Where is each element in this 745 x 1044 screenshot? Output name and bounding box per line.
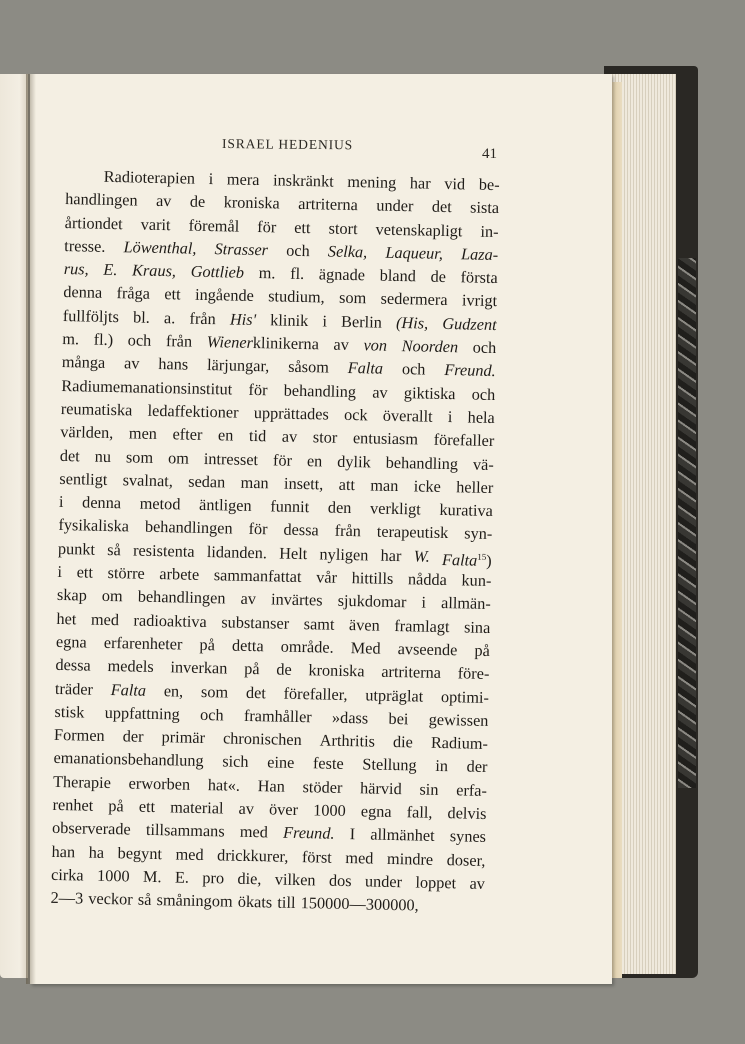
word: skap: [56, 585, 88, 605]
gutter-shadow: [26, 74, 36, 984]
word: av: [372, 382, 388, 402]
word: fråga: [116, 283, 151, 304]
word: Laqueur,: [385, 242, 444, 263]
word: behandlingen: [144, 517, 233, 539]
word: dos: [328, 870, 352, 891]
word-suffix: klinikerna: [252, 333, 320, 354]
word: ivrigt: [461, 290, 498, 311]
word: Han: [257, 775, 286, 796]
word: inskränkt: [272, 170, 334, 191]
word: som: [200, 681, 229, 702]
word: med: [90, 609, 120, 629]
word: stor: [312, 427, 338, 448]
word: stöder: [302, 776, 343, 797]
word: och: [401, 359, 426, 379]
word: ett: [76, 562, 94, 582]
word: vilken: [274, 869, 316, 890]
word: och: [472, 337, 497, 358]
word: Med: [350, 638, 381, 658]
word: material: [170, 797, 224, 818]
word: avseende: [397, 638, 458, 660]
word: detta: [231, 635, 264, 656]
word: cirka: [50, 864, 84, 885]
word: av: [123, 353, 140, 373]
word: på: [474, 640, 491, 660]
word: emanationsbehandlung: [53, 748, 204, 771]
word-group: [207, 330, 320, 356]
word: en: [217, 425, 234, 445]
word: Gottlieb: [190, 261, 245, 282]
word: av: [333, 334, 350, 355]
word: och: [471, 384, 496, 404]
word: på: [108, 796, 124, 816]
word: om: [167, 447, 190, 468]
word: kun-: [461, 570, 492, 591]
word: utpräglat: [365, 684, 424, 706]
word: chronischen: [222, 728, 302, 750]
word: in: [435, 756, 449, 776]
word: på: [199, 634, 216, 655]
word: denna: [63, 282, 103, 303]
word: bei: [388, 708, 409, 729]
word: artriterna: [381, 661, 442, 683]
word: sentligt: [59, 468, 108, 489]
word: tresse.: [64, 235, 106, 256]
word: Noorden: [401, 336, 459, 357]
word: av: [469, 873, 486, 893]
word: artriterna: [298, 194, 359, 215]
word: radioaktiva: [133, 610, 207, 631]
word: inverkan: [170, 657, 228, 678]
word: m.: [258, 263, 276, 283]
word: i: [447, 407, 453, 427]
word: hans: [158, 354, 189, 374]
word: primär: [161, 727, 206, 748]
word: Selka,: [327, 241, 368, 262]
word: doser,: [446, 849, 486, 870]
word: med: [175, 844, 204, 864]
word: årtiondet: [64, 212, 123, 233]
word: för: [248, 519, 268, 539]
word: loppet: [415, 872, 457, 893]
word: och: [199, 704, 224, 725]
word: metod: [139, 493, 181, 514]
word: syn-: [464, 523, 493, 544]
word: för: [248, 379, 268, 399]
word: entusiasm: [352, 428, 419, 449]
word: för: [257, 216, 277, 237]
word: Berlin: [340, 311, 383, 332]
word: av: [238, 798, 255, 819]
word: erworben: [128, 773, 191, 794]
word: insett,: [283, 473, 324, 494]
word: dessa: [283, 520, 319, 540]
word: ett: [164, 284, 181, 304]
word: större: [107, 563, 145, 583]
word: (His,: [395, 312, 429, 333]
word: Freund.: [282, 823, 335, 844]
word: stisk: [54, 701, 85, 722]
word: invärtes: [270, 589, 323, 610]
word: verkligt: [369, 498, 421, 519]
word: lidanden.: [206, 541, 268, 563]
word: föremål: [188, 215, 240, 236]
word-group: [442, 545, 492, 569]
word: fullföljts: [62, 305, 120, 326]
word: ha: [88, 842, 105, 862]
word: över: [268, 799, 299, 820]
word: delvis: [447, 803, 487, 823]
word: behandling: [283, 380, 357, 401]
word: sin: [419, 779, 439, 799]
word: som: [338, 288, 367, 308]
left-page: [0, 74, 28, 978]
word: vä-: [472, 454, 494, 474]
word: terapeutisk: [376, 522, 449, 543]
word: erfarenheter: [103, 632, 183, 654]
word: sjukdomar: [337, 591, 407, 612]
word: han: [51, 841, 76, 861]
word: ingående: [194, 285, 255, 306]
word: även: [348, 614, 380, 635]
word: den: [327, 497, 352, 518]
word: die: [392, 732, 414, 752]
word: sich: [222, 751, 249, 772]
word: i: [208, 168, 214, 189]
word: men: [128, 423, 158, 444]
word: så: [137, 889, 152, 910]
word: icke: [413, 476, 442, 496]
word: för: [272, 449, 293, 470]
word: såsom: [287, 357, 330, 377]
word: denna: [81, 492, 122, 513]
word: mera: [226, 169, 260, 190]
word: varit: [140, 214, 171, 234]
word: feste: [312, 753, 344, 774]
word: ägnade: [318, 264, 366, 285]
word: har: [380, 545, 402, 565]
word: till: [277, 892, 296, 913]
word: Freund.: [444, 360, 496, 381]
word: ett: [294, 217, 311, 237]
word: a.: [163, 307, 176, 328]
word: från: [189, 308, 216, 328]
word: »dass: [331, 707, 369, 728]
word: der: [466, 756, 488, 777]
word: ledaffektioner: [147, 400, 239, 422]
word: Wiener: [206, 332, 254, 353]
word: Therapie: [52, 771, 112, 792]
word: om: [101, 586, 123, 606]
word: Laza-: [460, 244, 499, 264]
word: E.: [103, 259, 118, 280]
word: dessa: [55, 655, 91, 675]
word: begynt: [117, 842, 163, 863]
word: nu: [94, 446, 112, 466]
word: dylik: [337, 451, 371, 472]
word: uppfattning: [104, 702, 180, 724]
word: hat«.: [207, 774, 241, 795]
word: i: [57, 561, 63, 582]
word: av: [281, 426, 298, 447]
word: fl.: [289, 263, 305, 284]
word: från: [334, 521, 362, 541]
word: sina: [463, 617, 491, 637]
word: förefaller: [433, 430, 495, 451]
word: Kraus,: [131, 260, 177, 281]
word: allmänhet: [370, 824, 435, 846]
word: Löwenthal,: [123, 237, 197, 258]
word: sedermera: [380, 289, 448, 310]
word: Stellung: [362, 754, 417, 775]
word: fl.): [93, 329, 114, 350]
word: punkt: [57, 538, 96, 559]
word: av: [240, 589, 257, 609]
word: 150000—300000,: [300, 893, 419, 915]
word: His': [229, 309, 257, 329]
word: von: [363, 335, 388, 355]
word: substanser: [221, 611, 290, 633]
word: renhet: [52, 794, 94, 815]
word: ökats: [237, 891, 273, 912]
running-head: ISRAEL HEDENIUS: [221, 136, 354, 153]
word: mening: [347, 171, 397, 192]
word: nyligen: [319, 544, 369, 565]
word: det: [59, 445, 80, 465]
word: be-: [478, 174, 500, 195]
word: medels: [107, 656, 154, 677]
word: så: [107, 539, 122, 559]
body-text: [50, 164, 500, 918]
word: 2—3: [50, 888, 84, 908]
word: behandling: [385, 452, 459, 473]
word: handlingen: [65, 189, 138, 210]
word: och: [286, 240, 310, 261]
word: Strasser: [214, 239, 269, 260]
word: vid: [444, 173, 466, 194]
footnote-close-paren: ): [486, 550, 492, 570]
word: Helt: [279, 543, 308, 563]
word: nådda: [407, 569, 448, 590]
word: funnit: [270, 496, 310, 517]
word: det: [245, 682, 267, 702]
word: har: [409, 173, 431, 193]
word: m.: [62, 329, 80, 349]
word: av: [155, 191, 172, 211]
word: sammanfattat: [213, 565, 302, 587]
word: samt: [303, 613, 335, 634]
word: efter: [172, 424, 203, 445]
word: optimi-: [440, 686, 490, 707]
word: in-: [480, 221, 499, 241]
word: Falta: [441, 549, 478, 570]
word: M.: [142, 866, 162, 887]
word: eine: [267, 752, 295, 773]
word: rus,: [63, 259, 89, 279]
word: de: [189, 191, 206, 212]
word: observerade: [51, 818, 131, 839]
word: intresset: [203, 448, 259, 469]
word: heller: [456, 477, 494, 497]
word: reumatiska: [60, 398, 133, 420]
word: i: [421, 592, 427, 612]
word: äntligen: [198, 495, 252, 516]
word: med: [345, 847, 374, 868]
word: ock: [343, 404, 368, 425]
word: klinik: [270, 310, 309, 330]
word: det: [431, 196, 452, 217]
word: egna: [55, 631, 87, 652]
word: fall,: [406, 802, 433, 822]
word: överallt: [382, 405, 433, 426]
word: studium,: [267, 286, 325, 307]
word: lärjungar,: [206, 355, 270, 376]
word: Gudzent: [442, 313, 497, 334]
word: man: [370, 475, 399, 495]
word: härvid: [359, 778, 402, 798]
word: under: [376, 195, 414, 216]
word: 1000: [96, 865, 130, 886]
word: i: [58, 492, 64, 512]
page-number: 41: [482, 146, 497, 162]
word: E.: [174, 867, 190, 887]
word: tillsammans: [145, 820, 225, 841]
word: erfa-: [456, 780, 488, 800]
word: mindre: [386, 848, 434, 869]
word: många: [61, 352, 106, 373]
word: kroniska: [223, 192, 280, 213]
word: från: [165, 331, 193, 351]
word: världen,: [60, 422, 114, 443]
word: på: [243, 659, 260, 679]
word: med: [239, 822, 269, 842]
word: svalnat,: [122, 470, 174, 491]
word: tid: [248, 426, 267, 446]
word: man: [240, 472, 269, 493]
word: Radioterapien: [103, 166, 196, 188]
word: die,: [237, 868, 262, 889]
word: Falta: [347, 358, 384, 379]
word: upprättades: [253, 402, 330, 424]
word: förefaller,: [283, 683, 348, 704]
word: område.: [280, 636, 334, 657]
word: Arthritis: [319, 730, 376, 751]
word: bland: [379, 265, 417, 286]
marbled-endpaper: [678, 258, 696, 788]
word: under: [364, 871, 403, 892]
word: före-: [457, 663, 490, 684]
word: giktiska: [403, 382, 456, 403]
word: arbete: [159, 564, 200, 584]
word: I: [349, 824, 356, 844]
word: kurativa: [439, 500, 494, 521]
word: en: [306, 450, 323, 470]
word: att: [338, 474, 356, 494]
word: bl.: [132, 307, 151, 327]
word: först: [301, 846, 333, 867]
word: stort: [328, 218, 358, 238]
word: småningom: [156, 890, 233, 911]
word: sedan: [188, 471, 226, 492]
footnote-ref: 15: [477, 551, 487, 562]
word: hittills: [351, 568, 394, 588]
word: de: [430, 266, 447, 287]
word: framlagt: [394, 615, 450, 636]
word: pro: [202, 867, 225, 888]
word: allmän-: [440, 593, 492, 614]
word: de: [276, 659, 292, 680]
word: första: [460, 267, 498, 288]
word: egna: [360, 801, 392, 821]
word: som: [125, 446, 154, 467]
word: fysikaliska: [58, 515, 130, 536]
word: hela: [467, 407, 495, 428]
word: der: [122, 726, 144, 746]
word: drickkurer,: [216, 844, 289, 866]
word: vetenskapligt: [375, 219, 463, 240]
word: gewissen: [428, 709, 489, 730]
word: 1000: [312, 800, 346, 821]
word: resistenta: [132, 540, 195, 561]
word: sista: [469, 197, 500, 218]
word: i: [322, 311, 328, 331]
word: framhåller: [243, 705, 312, 727]
word: och: [127, 330, 152, 350]
word: en,: [163, 680, 184, 701]
word: het: [56, 608, 77, 628]
word: träder: [54, 678, 94, 699]
word: vår: [316, 567, 338, 587]
word: veckor: [88, 888, 133, 909]
word: Radiumemanationsinstitut: [61, 375, 233, 399]
word: behandlingen: [137, 586, 226, 608]
word: kroniska: [308, 660, 365, 681]
word: Radium-: [430, 732, 489, 754]
word: W.: [413, 546, 431, 566]
word: Falta: [110, 679, 147, 700]
word: Formen: [53, 725, 105, 746]
word: synes: [449, 826, 487, 847]
word: ett: [138, 796, 156, 817]
